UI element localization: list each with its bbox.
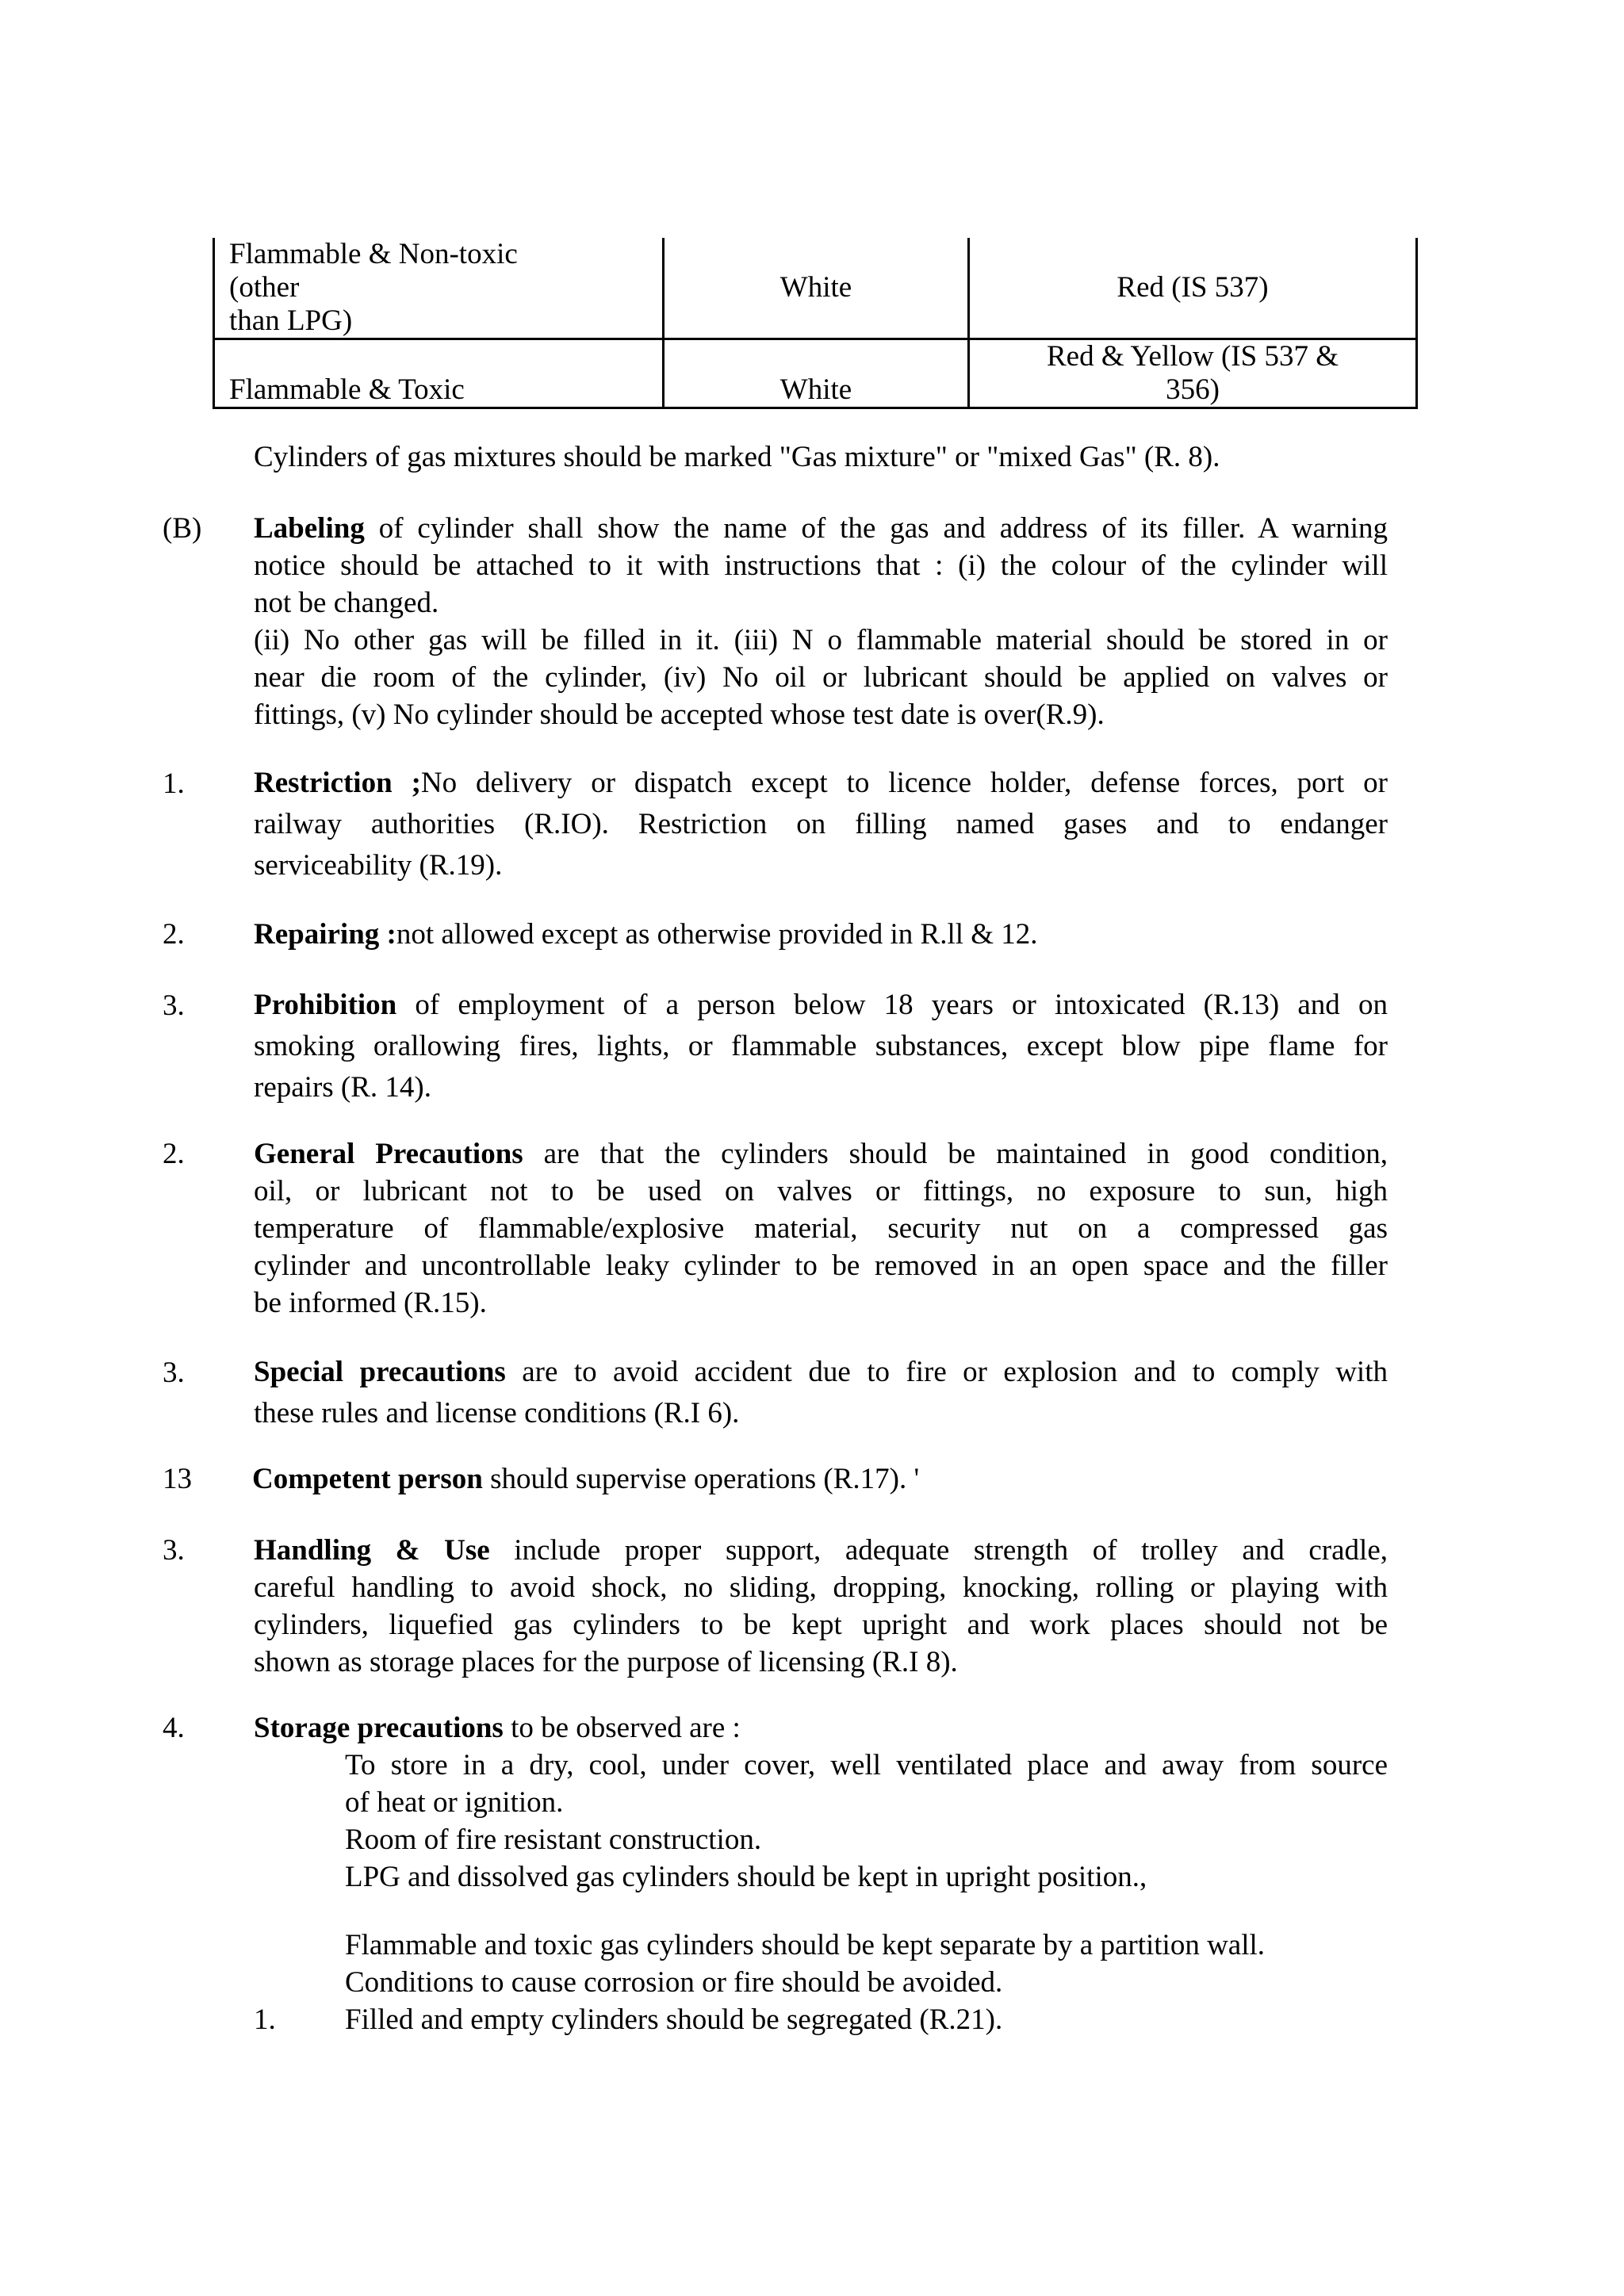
text-run: to be observed are : <box>503 1712 741 1744</box>
text-line: Room of fire resistant construction. <box>345 1823 762 1856</box>
text-run: should supervise operations (R.17). ' <box>482 1463 920 1495</box>
table-cell-body-colour <box>664 339 969 408</box>
item-paragraph <box>254 985 1388 1108</box>
text-run: are that the cylinders should be maintained in good condition, <box>523 1138 1388 1170</box>
table-row <box>214 339 1417 408</box>
cell-text: than LPG) <box>229 304 353 337</box>
table-row <box>214 238 1417 339</box>
heading: Prohibition <box>254 989 397 1021</box>
text-line: these rules and license conditions (R.I 6). <box>254 1397 740 1429</box>
text-line: near die room of the cylinder, (iv) No oil or lubricant should be applied on valves or <box>254 661 1388 694</box>
text-line <box>254 1352 1388 1393</box>
item-number: 13 <box>163 1463 192 1495</box>
item-number: 3. <box>163 989 185 1022</box>
table-cell-gas-type <box>214 238 664 339</box>
heading: Restriction ; <box>254 767 421 799</box>
item-paragraph <box>252 1460 1386 1498</box>
item-number: 1. <box>254 2003 276 2036</box>
item-paragraph <box>254 1352 1388 1434</box>
text-run: are to avoid accident due to fire or explosion and to comply with <box>505 1356 1388 1388</box>
text-line: notice should be attached to it with instructions that : (i) the colour of the cylinder will <box>254 549 1388 582</box>
text-line: railway authorities (R.IO). Restriction on filling named gases and to endanger <box>254 808 1388 840</box>
item-number: 1. <box>163 767 185 800</box>
text-line: LPG and dissolved gas cylinders should be kept in upright position., <box>345 1861 1147 1893</box>
item-paragraph <box>254 916 1388 953</box>
text-run: not allowed except as otherwise provided in R.ll & 12. <box>396 918 1038 951</box>
text-run: of employment of a person below 18 years or intoxicated (R.13) and on <box>396 989 1388 1021</box>
text-line <box>254 1135 1388 1173</box>
cell-text: (other <box>229 271 300 304</box>
cell-text: 356) <box>1166 373 1220 406</box>
item-number: 2. <box>163 1138 185 1170</box>
text-line: oil, or lubricant not to be used on valves or fittings, no exposure to sun, high <box>254 1175 1388 1207</box>
item-number: 2. <box>163 918 185 951</box>
text-line: fittings, (v) No cylinder should be accepted whose test date is over(R.9). <box>254 698 1105 731</box>
item-paragraph <box>254 1709 1388 1747</box>
section-b-paragraph <box>254 510 1388 733</box>
text-run: of cylinder shall show the name of the gas and address of its filler. A warning <box>364 512 1388 545</box>
text-run: include proper support, adequate strength of trolley and cradle, <box>489 1534 1388 1567</box>
item-paragraph <box>254 1532 1388 1681</box>
heading: Storage precautions <box>254 1712 504 1744</box>
text-line: smoking orallowing fires, lights, or flammable substances, except blow pipe flame for <box>254 1030 1388 1062</box>
item-number: 3. <box>163 1534 185 1567</box>
item-paragraph <box>254 763 1388 886</box>
text-line: not be changed. <box>254 587 439 619</box>
text-line: be informed (R.15). <box>254 1287 487 1319</box>
table-cell-body-colour <box>664 238 969 339</box>
heading: Labeling <box>254 512 365 545</box>
table-cell-band-colour <box>969 238 1417 339</box>
storage-final-line: Filled and empty cylinders should be segregated (R.21). <box>345 2003 1003 2036</box>
mixture-note: Cylinders of gas mixtures should be marked "Gas mixture" or "mixed Gas" (R. 8). <box>254 441 1220 473</box>
heading: Competent person <box>252 1463 483 1495</box>
storage-list <box>345 1747 1388 1896</box>
table-cell-band-colour <box>969 339 1417 408</box>
text-line <box>254 510 1388 547</box>
text-line <box>254 1709 1388 1747</box>
text-line <box>254 985 1388 1026</box>
text-line: To store in a dry, cool, under cover, well ventilated place and away from source <box>345 1749 1388 1781</box>
item-number: 3. <box>163 1357 185 1389</box>
table-cell-gas-type <box>214 339 664 408</box>
text-line: Conditions to cause corrosion or fire should be avoided. <box>345 1966 1003 1999</box>
cell-text: Red (IS 537) <box>1116 271 1269 304</box>
cylinder-colour-table <box>213 238 1418 409</box>
heading: General Precautions <box>254 1138 523 1170</box>
text-line <box>252 1460 1386 1498</box>
item-number: 4. <box>163 1712 185 1744</box>
text-line: serviceability (R.19). <box>254 849 503 882</box>
text-line: Flammable and toxic gas cylinders should be kept separate by a partition wall. <box>345 1929 1266 1961</box>
text-line <box>254 1532 1388 1569</box>
item-paragraph <box>254 1135 1388 1322</box>
heading: Handling & Use <box>254 1534 490 1567</box>
text-line: temperature of flammable/explosive material, security nut on a compressed gas <box>254 1212 1388 1245</box>
cell-text: Flammable & Non-toxic <box>229 238 518 270</box>
text-line: (ii) No other gas will be filled in it. (iii) N o flammable material should be stored in or <box>254 624 1388 656</box>
text-run: No delivery or dispatch except to licence holder, defense forces, port or <box>420 767 1388 799</box>
section-marker: (B) <box>163 512 202 545</box>
storage-list-continued <box>345 1927 1388 2001</box>
text-line: repairs (R. 14). <box>254 1071 431 1104</box>
cell-text: White <box>779 373 852 406</box>
text-line: cylinder and uncontrollable leaky cylinder to be removed in an open space and the filler <box>254 1249 1388 1282</box>
text-line <box>254 916 1388 953</box>
text-line: shown as storage places for the purpose of licensing (R.I 8). <box>254 1646 958 1678</box>
text-line: careful handling to avoid shock, no sliding, dropping, knocking, rolling or playing with <box>254 1571 1388 1604</box>
cell-text: Red & Yellow (IS 537 & <box>1047 340 1339 373</box>
text-line <box>254 763 1388 804</box>
cell-text: White <box>779 271 852 304</box>
text-line: cylinders, liquefied gas cylinders to be kept upright and work places should not be <box>254 1609 1388 1641</box>
text-line: of heat or ignition. <box>345 1786 564 1819</box>
heading: Repairing : <box>254 918 396 951</box>
cell-text: Flammable & Toxic <box>229 373 465 406</box>
heading: Special precautions <box>254 1356 506 1388</box>
